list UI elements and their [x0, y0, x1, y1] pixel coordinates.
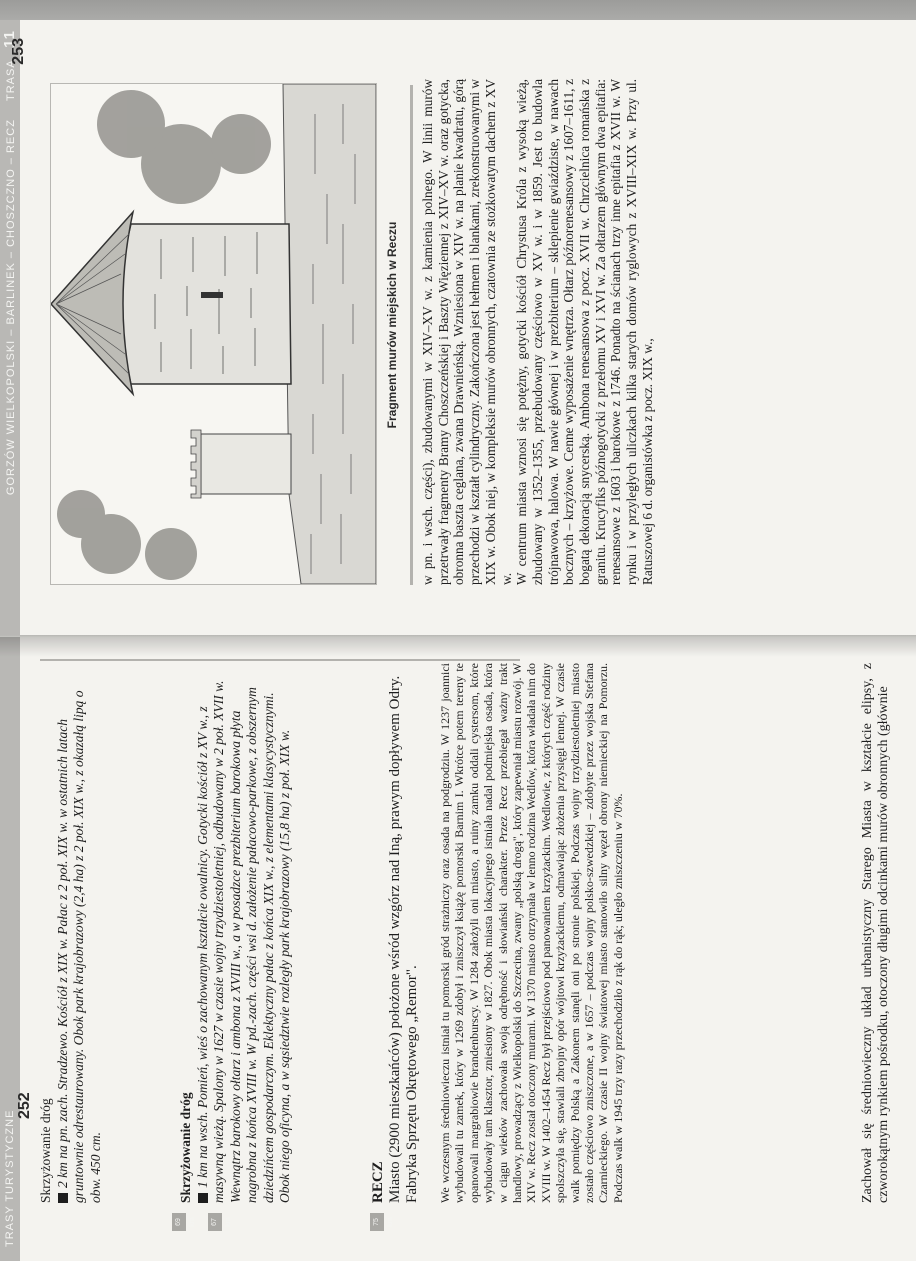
paragraph-church: W centrum miasta wznosi się potężny, gotycki kościół Chrystusa Króla z wysoką wieżą, zbudowany w 1352–1355, przebudowany częściowo w XV w. i w 1859. Jest to budowla trójnawowa, halowa. W nawie głównej i w prezbiterium – sklepienie gwiaździste, w nawach bocznych – krzyżowe. Cenne wyposażenie wnętrza. Ołtarz późnorenesansowy z 1607–1611, z bogatą dekoracją snycerską. Ambona renesansowa z pocz. XVII w. Chrzcielnica romańska z granitu. Krucyfiks późnogotycki z przełomu XV i XVI w. Za ołtarzem głównym dwa epitafia: renesansowe z 1603 i barokowe z 1746. Ponadto na ścianach trzy inne epitafia z XVII w. W rynku i w przyległych uliczkach kilka starych domów ryglowych z XVIII–XIX w. Przy ul. Ratuszowej 6 d. organistówka z pocz. XIX w., — [514, 79, 655, 585]
history-paragraph: We wczesnym średniowieczu istniał tu pomorski gród strażniczy oraz osada na podgrodziu. W 1237 joannici wybudowali tu zamek, który w 1269 zdobył i zniszczył książę pomorski Barnim I. Wkrótce potem tereny te opanowali margrabiowie brandenburscy. W 1284 założyli oni miasto, a ruiny zamku oddali cystersom, które wybudowały tam klasztor, zniesiony w 1827. Obok miasta lokacyjnego istniała nadal podmiejska osada, która w ciągu wieków zachowała swoją odrębność i słowiański charakter. Przez Recz przebiegał ważny trakt handlowy, prowadzący z Wielkopolski do Szczecina, zwany „polską drogą", który zapewniał miastu rozwój. W XIV w. Recz został otoczony murami. W 1370 miasto otrzymała w lenno rodzina Wedlów, która władała nim do XVIII w. W 1402–1454 Recz był przejściowo pod panowaniem krzyżackim. Wedlowie, z których część rodziny spolszczyła się, stawiali zbrojny opór wójtowi krzyżackiemu, odmawiając złożenia przysięgi lennej. W czasie walk pomiędzy Polską a Zakonem stanęli oni po stronie polskiej. Podczas wojny trzydziestoletniej miasto zostało częściowo zniszczone, a w 1657 – podczas wojny polsko-szwedzkiej – zdobyte przez wojska Stefana Czarnieckiego. W czasie II wojny światowej miasto stanowiło silny węzeł obrony niemieckiej na Pomorzu. Podczas walk w 1945 trzy razy przechodziło z rąk do rąk; uległo zniszczeniu w 70%. — [438, 663, 625, 1203]
trasa-label: TRASA — [5, 59, 17, 101]
town-heading: RECZ — [370, 1161, 386, 1203]
figure-caption: Fragment murów miejskich w Reczu — [385, 221, 399, 429]
section-heading: Skrzyżowanie dróg — [38, 1098, 53, 1203]
trasa-number: 11 — [1, 30, 18, 48]
caption-rule — [410, 85, 413, 585]
bullet-square — [58, 1193, 68, 1203]
section-pomien — [178, 663, 294, 1203]
page-253 — [0, 20, 916, 635]
page-252 — [0, 637, 916, 1261]
tower-drawing — [51, 84, 376, 584]
section-heading: Skrzyżowanie dróg — [178, 1092, 193, 1203]
running-header-right — [0, 20, 20, 635]
km-marker-69: 69 km — [172, 1213, 186, 1231]
paragraph-walls: w pn. i wsch. części), zbudowanymi w XIV–XV w. z kamienia polnego. W linii murów przetrwały fragmenty Bramy Choszczeńskiej i Baszty Więziennej z XIV–XV w. oraz gotycka, obronna baszta ceglana, zwana Drawnieńską. Wzniesiona w XIV w. na planie kwadratu, górą przechodzi w kształt cylindryczny. Zakończona jest hełmem i blankami, zrekonstruowanymi w XIX w. Obok niej, w kompleksie murów obronnych, czatownia ze stożkowatym dachem z XV w. — [420, 79, 514, 585]
page-number-left: 252 — [16, 1092, 33, 1119]
section-skrzyzowanie-67 — [38, 683, 104, 1203]
section-recz — [370, 663, 421, 1203]
section-rule — [40, 659, 520, 661]
bullet-square — [198, 1193, 208, 1203]
town-intro: Miasto (2900 mieszkańców) położone wśród wzgórz nad Iną, prawym dopływem Odry. Fabryka Sprzętu Okrętowego „Remor". — [387, 675, 420, 1203]
section-description: 2 km na pn. zach. Stradzewo. Kościół z XIX w. Pałac z 2 poł. XIX w. w ostatnich latach gruntownie odrestaurowany. Obok park krajobrazowy (2,4 ha) z 2 poł. XIX w., z okazałą lipą o obw. 450 cm. — [54, 690, 103, 1203]
page-number-right: 253 — [10, 38, 27, 65]
km-marker-67: 67 km — [208, 1213, 222, 1231]
illustration-city-walls — [50, 83, 377, 585]
route-title: GORZÓW WIELKOPOLSKI – BARLINEK – CHOSZCZNO – RECZ — [5, 119, 17, 496]
right-page-text — [420, 79, 656, 585]
km-marker-75: 75 km — [370, 1213, 384, 1231]
closing-paragraph: Zachował się średniowieczny układ urbanistyczny Starego Miasta w kształcie elipsy, z czworokątnym rynkiem pośrodku, otoczony długimi odcinkami murów obronnych (głównie — [860, 663, 891, 1203]
section-description: 1 km na wsch. Pomień, wieś o zachowanym kształcie owalnicy. Gotycki kościół z XV w., z masywną wieżą. Spalony w 1627 w czasie wojny trzydziestoletniej, odbudowany w 2 poł. XVII w. Wewnątrz barokowy ołtarz i ambona z XVIII w., a w posadzce prezbiterium barokowa płyta nagrobna z końca XVIII w. W pd.-zach. części wsi d. założenie pałacowo-parkowe, z obszernym dziedzińcem gospodarczym. Eklektyczny pałac z końca XIX w., z elementami klasycystycznymi. Obok niego oficyna, a w sąsiedztwie rozległy park krajobrazowy (15,8 ha) z poł. XIX w. — [194, 680, 292, 1203]
running-header-left: TRASY TURYSTYCZNE — [0, 637, 20, 1261]
